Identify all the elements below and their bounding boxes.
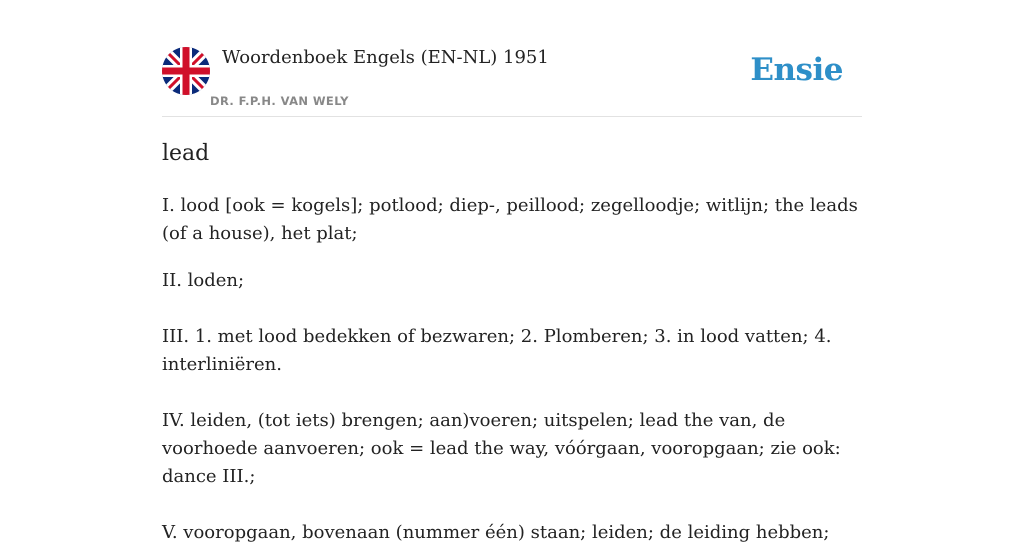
dictionary-header <box>162 46 862 117</box>
uk-flag-icon <box>162 47 210 95</box>
sense-4: IV. leiden, (tot iets) brengen; aan)voeren; uitspelen; lead the van, de voorhoede aanvoeren; ook = lead the way, vóórgaan, vooropgaan; zie ook: dance III.; <box>162 410 841 487</box>
ensie-logo[interactable]: Ensie <box>750 52 843 88</box>
entry-headword: lead <box>162 141 210 166</box>
sense-2: II. loden; <box>162 270 245 291</box>
page-container <box>162 0 862 543</box>
dictionary-author: DR. F.P.H. VAN WELY <box>210 94 349 108</box>
sense-3: III. 1. met lood bedekken of bezwaren; 2. Plomberen; 3. in lood vatten; 4. interliniëren. <box>162 326 832 375</box>
entry-definitions <box>162 192 862 547</box>
sense-1: I. lood [ook = kogels]; potlood; diep-, peillood; zegelloodje; witlijn; the leads (of a house), het plat; <box>162 195 858 244</box>
dictionary-title[interactable]: Woordenboek Engels (EN-NL) 1951 <box>222 47 549 68</box>
sense-5: V. vooropgaan, bovenaan (nummer één) staan; leiden; de leiding hebben; <box>162 522 830 543</box>
